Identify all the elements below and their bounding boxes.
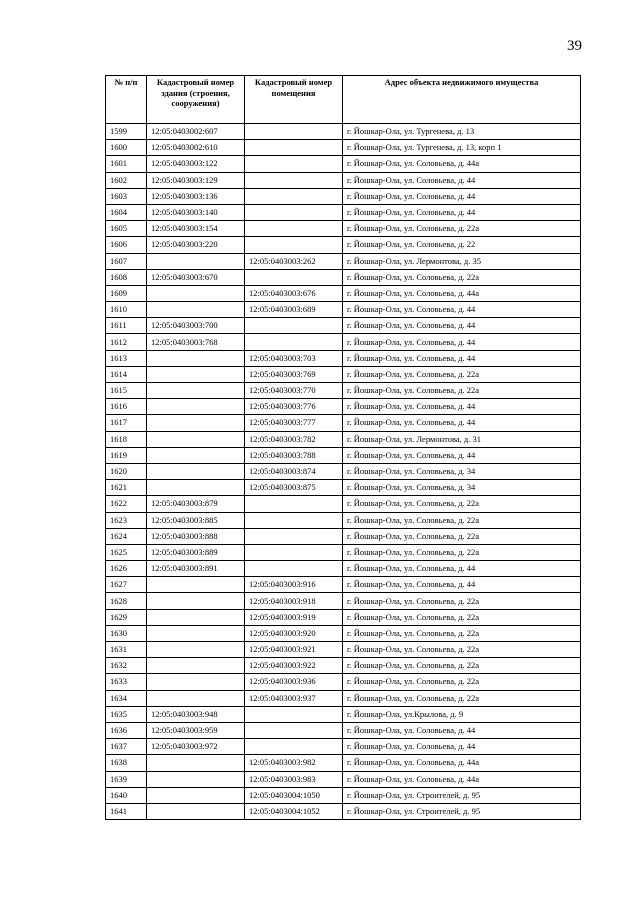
building-cadastral-number-cell [147, 447, 245, 463]
row-number-cell: 1633 [106, 674, 147, 690]
table-row [106, 787, 581, 803]
row-number-cell: 1619 [106, 447, 147, 463]
premises-cadastral-number-cell: 12:05:0403003:982 [245, 755, 343, 771]
table-row [106, 415, 581, 431]
row-number-cell: 1609 [106, 285, 147, 301]
premises-cadastral-number-cell: 12:05:0403003:920 [245, 625, 343, 641]
premises-cadastral-number-cell [245, 512, 343, 528]
address-cell: г. Йошкар-Ола, ул. Соловьева, д. 44 [343, 350, 581, 366]
building-cadastral-number-cell: 12:05:0403003:220 [147, 237, 245, 253]
table-body [106, 124, 581, 820]
building-cadastral-number-cell [147, 399, 245, 415]
table-row [106, 253, 581, 269]
premises-cadastral-number-cell: 12:05:0403003:922 [245, 658, 343, 674]
building-cadastral-number-cell [147, 755, 245, 771]
header-row [106, 76, 581, 124]
table-row [106, 269, 581, 285]
premises-cadastral-number-cell: 12:05:0403003:983 [245, 771, 343, 787]
row-number-cell: 1625 [106, 544, 147, 560]
table-row [106, 642, 581, 658]
row-number-cell: 1640 [106, 787, 147, 803]
row-number-cell: 1629 [106, 609, 147, 625]
property-registry-table [105, 75, 581, 820]
building-cadastral-number-cell: 12:05:0403003:768 [147, 334, 245, 350]
address-cell: г. Йошкар-Ола, ул. Соловьева, д. 44 [343, 739, 581, 755]
building-cadastral-number-cell: 12:05:0403003:972 [147, 739, 245, 755]
building-cadastral-number-cell: 12:05:0403002:607 [147, 124, 245, 140]
row-number-cell: 1604 [106, 204, 147, 220]
row-number-cell: 1602 [106, 172, 147, 188]
table-row [106, 690, 581, 706]
table-row [106, 722, 581, 738]
building-cadastral-number-cell: 12:05:0403003:885 [147, 512, 245, 528]
premises-cadastral-number-cell: 12:05:0403003:769 [245, 366, 343, 382]
premises-cadastral-number-cell: 12:05:0403003:689 [245, 302, 343, 318]
table-row [106, 577, 581, 593]
premises-cadastral-number-cell: 12:05:0403003:782 [245, 431, 343, 447]
address-cell: г. Йошкар-Ола, ул. Соловьева, д. 44а [343, 156, 581, 172]
row-number-cell: 1621 [106, 480, 147, 496]
table-row [106, 512, 581, 528]
building-cadastral-number-cell [147, 302, 245, 318]
premises-cadastral-number-cell [245, 318, 343, 334]
premises-cadastral-number-cell [245, 124, 343, 140]
address-cell: г. Йошкар-Ола, ул. Соловьева, д. 44а [343, 285, 581, 301]
row-number-cell: 1620 [106, 463, 147, 479]
premises-cadastral-number-cell [245, 172, 343, 188]
address-cell: г. Йошкар-Ола, ул. Соловьева, д. 44 [343, 204, 581, 220]
premises-cadastral-number-cell [245, 544, 343, 560]
table-row [106, 528, 581, 544]
building-cadastral-number-cell [147, 577, 245, 593]
address-cell: г. Йошкар-Ола, ул. Соловьева, д. 44а [343, 771, 581, 787]
row-number-cell: 1603 [106, 188, 147, 204]
row-number-cell: 1613 [106, 350, 147, 366]
table-row [106, 285, 581, 301]
row-number-cell: 1627 [106, 577, 147, 593]
address-cell: г. Йошкар-Ола, ул. Соловьева, д. 44 [343, 188, 581, 204]
header-property-address: Адрес объекта недвижимого имущества [343, 76, 581, 124]
building-cadastral-number-cell: 12:05:0403003:129 [147, 172, 245, 188]
row-number-cell: 1607 [106, 253, 147, 269]
row-number-cell: 1634 [106, 690, 147, 706]
building-cadastral-number-cell: 12:05:0403003:136 [147, 188, 245, 204]
row-number-cell: 1636 [106, 722, 147, 738]
row-number-cell: 1626 [106, 561, 147, 577]
address-cell: г. Йошкар-Ола, ул. Соловьева, д. 44а [343, 755, 581, 771]
page-number: 39 [567, 38, 582, 54]
building-cadastral-number-cell [147, 480, 245, 496]
table-row [106, 658, 581, 674]
row-number-cell: 1637 [106, 739, 147, 755]
table-row [106, 156, 581, 172]
address-cell: г. Йошкар-Ола, ул. Соловьева, д. 44 [343, 722, 581, 738]
building-cadastral-number-cell [147, 253, 245, 269]
premises-cadastral-number-cell [245, 528, 343, 544]
table-row [106, 496, 581, 512]
building-cadastral-number-cell: 12:05:0403003:959 [147, 722, 245, 738]
table-row [106, 172, 581, 188]
address-cell: г. Йошкар-Ола, ул. Соловьева, д. 34 [343, 463, 581, 479]
building-cadastral-number-cell: 12:05:0403003:948 [147, 706, 245, 722]
address-cell: г. Йошкар-Ола, ул. Соловьева, д. 44 [343, 399, 581, 415]
building-cadastral-number-cell: 12:05:0403003:154 [147, 221, 245, 237]
row-number-cell: 1639 [106, 771, 147, 787]
table-row [106, 431, 581, 447]
building-cadastral-number-cell [147, 285, 245, 301]
table-row [106, 771, 581, 787]
address-cell: г. Йошкар-Ола, ул. Строителей, д. 95 [343, 803, 581, 819]
row-number-cell: 1624 [106, 528, 147, 544]
row-number-cell: 1611 [106, 318, 147, 334]
address-cell: г. Йошкар-Ола, ул. Соловьева, д. 34 [343, 480, 581, 496]
table-row [106, 237, 581, 253]
premises-cadastral-number-cell: 12:05:0403003:936 [245, 674, 343, 690]
table-row [106, 350, 581, 366]
premises-cadastral-number-cell [245, 269, 343, 285]
building-cadastral-number-cell: 12:05:0403003:891 [147, 561, 245, 577]
building-cadastral-number-cell [147, 658, 245, 674]
row-number-cell: 1622 [106, 496, 147, 512]
address-cell: г. Йошкар-Ола, ул. Соловьева, д. 22а [343, 674, 581, 690]
table-header [106, 76, 581, 124]
building-cadastral-number-cell [147, 415, 245, 431]
building-cadastral-number-cell: 12:05:0403003:122 [147, 156, 245, 172]
table-row [106, 544, 581, 560]
row-number-cell: 1612 [106, 334, 147, 350]
premises-cadastral-number-cell [245, 561, 343, 577]
premises-cadastral-number-cell: 12:05:0403003:703 [245, 350, 343, 366]
address-cell: г. Йошкар-Ола, ул. Соловьева, д. 44 [343, 302, 581, 318]
address-cell: г. Йошкар-Ола, ул. Соловьева, д. 22а [343, 658, 581, 674]
row-number-cell: 1614 [106, 366, 147, 382]
table-row [106, 674, 581, 690]
building-cadastral-number-cell [147, 593, 245, 609]
address-cell: г. Йошкар-Ола, ул. Соловьева, д. 22а [343, 609, 581, 625]
building-cadastral-number-cell: 12:05:0403003:879 [147, 496, 245, 512]
table-row [106, 334, 581, 350]
building-cadastral-number-cell: 12:05:0403003:700 [147, 318, 245, 334]
row-number-cell: 1641 [106, 803, 147, 819]
table-row [106, 140, 581, 156]
table-row [106, 561, 581, 577]
row-number-cell: 1606 [106, 237, 147, 253]
row-number-cell: 1601 [106, 156, 147, 172]
table-row [106, 302, 581, 318]
premises-cadastral-number-cell: 12:05:0403003:918 [245, 593, 343, 609]
table-row [106, 124, 581, 140]
building-cadastral-number-cell [147, 674, 245, 690]
address-cell: г. Йошкар-Ола, ул. Соловьева, д. 22а [343, 221, 581, 237]
table-row [106, 755, 581, 771]
building-cadastral-number-cell [147, 609, 245, 625]
premises-cadastral-number-cell [245, 722, 343, 738]
header-building-cadastral-number: Кадастровый номер здания (строения, сооружения) [147, 76, 245, 124]
building-cadastral-number-cell [147, 771, 245, 787]
address-cell: г. Йошкар-Ола, ул. Тургенева, д. 13 [343, 124, 581, 140]
address-cell: г. Йошкар-Ола, ул. Соловьева, д. 22а [343, 269, 581, 285]
table-row [106, 706, 581, 722]
table-row [106, 188, 581, 204]
row-number-cell: 1631 [106, 642, 147, 658]
premises-cadastral-number-cell: 12:05:0403004:1052 [245, 803, 343, 819]
address-cell: г. Йошкар-Ола, ул. Соловьева, д. 22а [343, 496, 581, 512]
table-row [106, 593, 581, 609]
premises-cadastral-number-cell: 12:05:0403003:788 [245, 447, 343, 463]
address-cell: г. Йошкар-Ола, ул. Соловьева, д. 44 [343, 415, 581, 431]
table-row [106, 383, 581, 399]
building-cadastral-number-cell [147, 431, 245, 447]
building-cadastral-number-cell [147, 366, 245, 382]
building-cadastral-number-cell [147, 350, 245, 366]
row-number-cell: 1615 [106, 383, 147, 399]
table-row [106, 318, 581, 334]
building-cadastral-number-cell: 12:05:0403002:610 [147, 140, 245, 156]
row-number-cell: 1638 [106, 755, 147, 771]
address-cell: г. Йошкар-Ола, ул. Соловьева, д. 44 [343, 334, 581, 350]
address-cell: г. Йошкар-Ола, ул. Соловьева, д. 44 [343, 561, 581, 577]
row-number-cell: 1618 [106, 431, 147, 447]
row-number-cell: 1599 [106, 124, 147, 140]
premises-cadastral-number-cell: 12:05:0403003:916 [245, 577, 343, 593]
address-cell: г. Йошкар-Ола, ул. Соловьева, д. 22а [343, 366, 581, 382]
building-cadastral-number-cell [147, 625, 245, 641]
premises-cadastral-number-cell: 12:05:0403003:262 [245, 253, 343, 269]
building-cadastral-number-cell [147, 787, 245, 803]
premises-cadastral-number-cell: 12:05:0403003:937 [245, 690, 343, 706]
premises-cadastral-number-cell [245, 706, 343, 722]
premises-cadastral-number-cell [245, 188, 343, 204]
premises-cadastral-number-cell [245, 140, 343, 156]
table-row [106, 463, 581, 479]
address-cell: г. Йошкар-Ола, ул. Соловьева, д. 44 [343, 318, 581, 334]
row-number-cell: 1610 [106, 302, 147, 318]
building-cadastral-number-cell: 12:05:0403003:889 [147, 544, 245, 560]
premises-cadastral-number-cell: 12:05:0403004:1050 [245, 787, 343, 803]
address-cell: г. Йошкар-Ола, ул. Соловьева, д. 22 [343, 237, 581, 253]
table-row [106, 366, 581, 382]
address-cell: г. Йошкар-Ола, ул. Лермонтова, д. 31 [343, 431, 581, 447]
row-number-cell: 1630 [106, 625, 147, 641]
building-cadastral-number-cell [147, 383, 245, 399]
premises-cadastral-number-cell: 12:05:0403003:770 [245, 383, 343, 399]
premises-cadastral-number-cell: 12:05:0403003:919 [245, 609, 343, 625]
address-cell: г. Йошкар-Ола, ул. Строителей, д. 95 [343, 787, 581, 803]
building-cadastral-number-cell [147, 642, 245, 658]
address-cell: г. Йошкар-Ола, ул. Соловьева, д. 22а [343, 625, 581, 641]
building-cadastral-number-cell [147, 803, 245, 819]
row-number-cell: 1635 [106, 706, 147, 722]
table-row [106, 803, 581, 819]
row-number-cell: 1600 [106, 140, 147, 156]
address-cell: г. Йошкар-Ола, ул. Соловьева, д. 44 [343, 447, 581, 463]
address-cell: г. Йошкар-Ола, ул. Соловьева, д. 22а [343, 593, 581, 609]
building-cadastral-number-cell: 12:05:0403003:140 [147, 204, 245, 220]
table-row [106, 204, 581, 220]
address-cell: г. Йошкар-Ола, ул. Соловьева, д. 22а [343, 383, 581, 399]
address-cell: г. Йошкар-Ола, ул. Соловьева, д. 44 [343, 577, 581, 593]
address-cell: г. Йошкар-Ола, ул. Лермонтова, д. 35 [343, 253, 581, 269]
address-cell: г. Йошкар-Ола, ул. Соловьева, д. 22а [343, 528, 581, 544]
row-number-cell: 1623 [106, 512, 147, 528]
table-row [106, 221, 581, 237]
premises-cadastral-number-cell: 12:05:0403003:874 [245, 463, 343, 479]
premises-cadastral-number-cell: 12:05:0403003:921 [245, 642, 343, 658]
premises-cadastral-number-cell [245, 156, 343, 172]
table-row [106, 609, 581, 625]
building-cadastral-number-cell [147, 463, 245, 479]
address-cell: г. Йошкар-Ола, ул. Соловьева, д. 22а [343, 690, 581, 706]
premises-cadastral-number-cell [245, 496, 343, 512]
premises-cadastral-number-cell: 12:05:0403003:875 [245, 480, 343, 496]
address-cell: г. Йошкар-Ола, ул. Соловьева, д. 22а [343, 642, 581, 658]
address-cell: г. Йошкар-Ола, ул. Тургенева, д. 13, корп 1 [343, 140, 581, 156]
premises-cadastral-number-cell [245, 334, 343, 350]
row-number-cell: 1616 [106, 399, 147, 415]
table-row [106, 399, 581, 415]
table-row [106, 447, 581, 463]
address-cell: г. Йошкар-Ола, ул. Соловьева, д. 22а [343, 512, 581, 528]
premises-cadastral-number-cell [245, 204, 343, 220]
row-number-cell: 1608 [106, 269, 147, 285]
header-row-number: № п/п [106, 76, 147, 124]
address-cell: г. Йошкар-Ола, ул. Соловьева, д. 44 [343, 172, 581, 188]
premises-cadastral-number-cell: 12:05:0403003:777 [245, 415, 343, 431]
premises-cadastral-number-cell: 12:05:0403003:776 [245, 399, 343, 415]
row-number-cell: 1605 [106, 221, 147, 237]
table-row [106, 739, 581, 755]
row-number-cell: 1628 [106, 593, 147, 609]
address-cell: г. Йошкар-Ола, ул.Крылова, д. 9 [343, 706, 581, 722]
premises-cadastral-number-cell [245, 237, 343, 253]
row-number-cell: 1632 [106, 658, 147, 674]
building-cadastral-number-cell [147, 690, 245, 706]
building-cadastral-number-cell: 12:05:0403003:888 [147, 528, 245, 544]
premises-cadastral-number-cell: 12:05:0403003:676 [245, 285, 343, 301]
address-cell: г. Йошкар-Ола, ул. Соловьева, д. 22а [343, 544, 581, 560]
premises-cadastral-number-cell [245, 221, 343, 237]
table-row [106, 625, 581, 641]
building-cadastral-number-cell: 12:05:0403003:670 [147, 269, 245, 285]
header-premises-cadastral-number: Кадастровый номер помещения [245, 76, 343, 124]
premises-cadastral-number-cell [245, 739, 343, 755]
table-row [106, 480, 581, 496]
row-number-cell: 1617 [106, 415, 147, 431]
